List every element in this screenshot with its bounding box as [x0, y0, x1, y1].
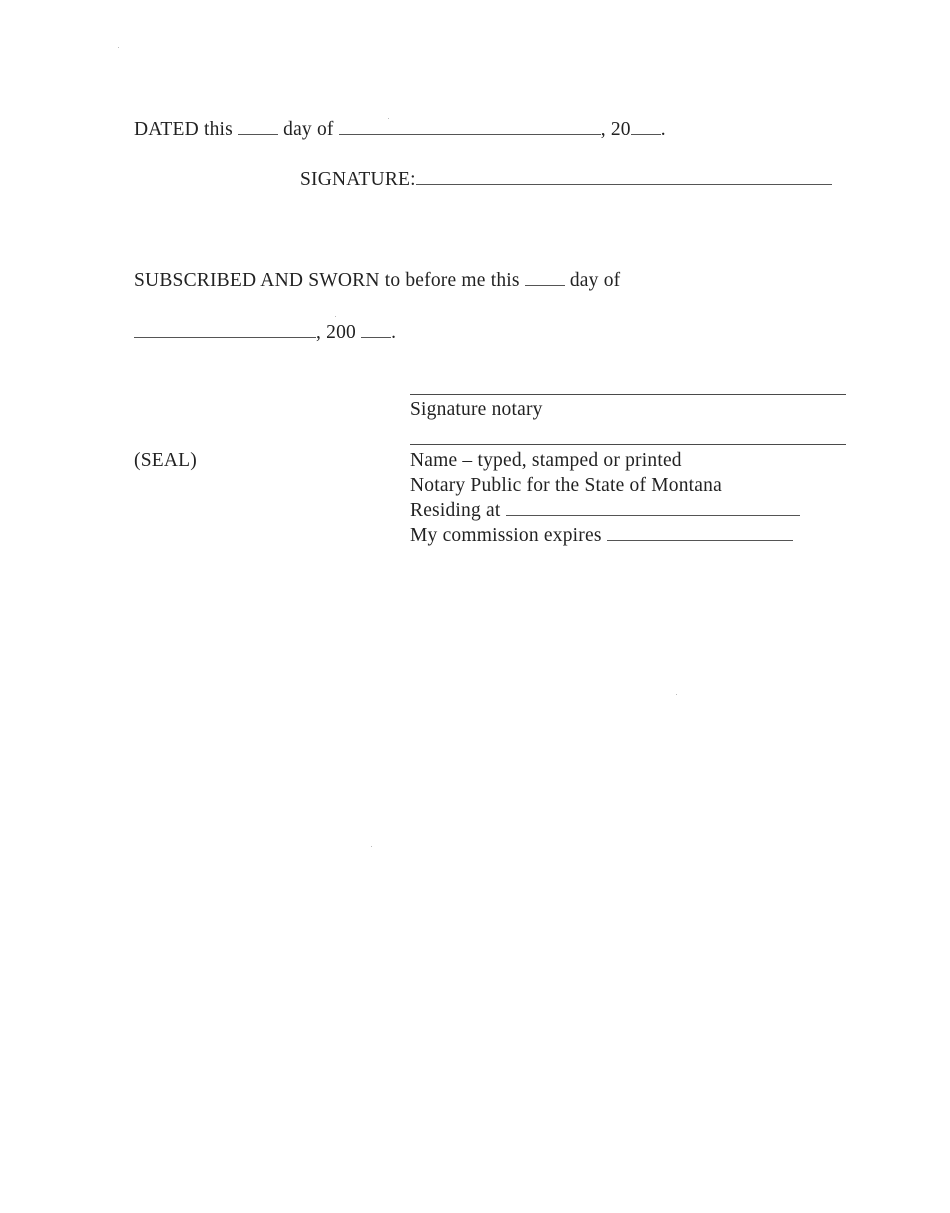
signature-line	[300, 168, 832, 192]
dated-line	[134, 118, 666, 142]
notary-signature-rule[interactable]	[410, 394, 846, 395]
scan-speck	[335, 316, 336, 317]
scan-speck	[388, 118, 389, 119]
residing-label: Residing at	[410, 500, 501, 521]
notary-state-line: Notary Public for the State of Montana	[410, 475, 722, 496]
sworn-year-blank[interactable]	[361, 321, 391, 338]
sworn-comma-year: , 200	[316, 322, 356, 343]
dated-day-of: day of	[283, 119, 334, 140]
sworn-period: .	[391, 322, 397, 343]
commission-label: My commission expires	[410, 525, 602, 546]
commission-blank[interactable]	[607, 524, 793, 541]
sworn-month-blank[interactable]	[134, 321, 316, 338]
residing-line	[410, 499, 800, 523]
scan-speck	[118, 47, 119, 48]
notary-name-caption: Name – typed, stamped or printed	[410, 450, 682, 471]
residing-blank[interactable]	[506, 499, 800, 516]
year-blank[interactable]	[631, 118, 661, 135]
sworn-day-of: day of	[569, 270, 621, 291]
signature-label: SIGNATURE:	[300, 169, 416, 190]
day-blank[interactable]	[238, 118, 278, 135]
sworn-day-blank[interactable]	[525, 269, 565, 286]
signature-blank[interactable]	[416, 168, 832, 185]
dated-prefix: DATED this	[134, 119, 233, 140]
commission-line	[410, 524, 793, 548]
month-blank[interactable]	[339, 118, 601, 135]
seal-label: (SEAL)	[134, 450, 197, 471]
sworn-line	[134, 269, 620, 293]
sworn-date-line	[134, 321, 396, 345]
dated-comma-year: , 20	[600, 119, 631, 140]
dated-period: .	[660, 119, 666, 140]
notary-name-rule[interactable]	[410, 444, 846, 445]
sworn-text: SUBSCRIBED AND SWORN to before me this	[134, 270, 520, 291]
scan-speck	[676, 694, 677, 695]
scan-speck	[371, 846, 372, 847]
signature-notary-caption: Signature notary	[410, 399, 543, 420]
